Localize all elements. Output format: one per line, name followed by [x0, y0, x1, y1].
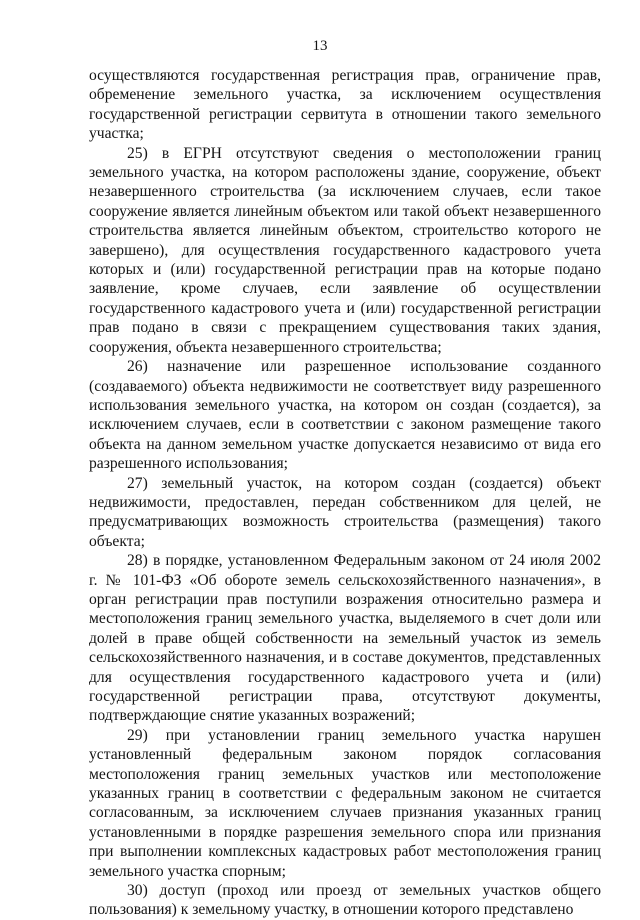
page-number: 13: [312, 38, 328, 54]
paragraph-item-25: 25) в ЕГРН отсутствуют сведения о местоположении границ земельного участка, на котором расположены здание, сооружение, объект незавершенного строительства (за исключением случаев, если такое сооружение является линейным объектом или такой объект незавершенного строительства является линейным объектом, строительство которого не завершено), для осуществления государственного кадастрового учета которых и (или) государственной регистрации прав на которые подано заявление, кроме случаев, если заявление об осуществлении государственного кадастрового учета и (или) государственной регистрации прав подано в связи с прекращением существования таких здания, сооружения, объекта незавершенного строительства;: [89, 144, 601, 356]
paragraph-item-30: 30) доступ (проход или проезд от земельных участков общего пользования) к земельному участку, в отношении которого представлено: [89, 882, 601, 919]
paragraph-continuation: осуществляются государственная регистрация прав, ограничение прав, обременение земельного участка, за исключением осуществления государственной регистрации сервитута в отношении такого земельного участка;: [89, 67, 601, 143]
paragraph-item-26: 26) назначение или разрешенное использование созданного (создаваемого) объекта недвижимости не соответствует виду разрешенного использования земельного участка, на котором он создан (создается), за исключением случаев, если в соответствии с законом размещение такого объекта на данном земельном участке допускается независимо от вида его разрешенного использования;: [89, 358, 601, 473]
paragraph-item-28: 28) в порядке, установленном Федеральным законом от 24 июля 2002 г. № 101-ФЗ «Об обороте земель сельскохозяйственного назначения», в орган регистрации прав поступили возражения относительно размера и местоположения границ земельного участка, выделяемого в счет доли или долей в праве общей собственности на земельный участок из земель сельскохозяйственного назначения, и в составе документов, представленных для осуществления государственного кадастрового учета и (или) государственной регистрации права, отсутствуют документы, подтверждающие снятие указанных возражений;: [89, 552, 601, 725]
paragraph-item-29: 29) при установлении границ земельного участка нарушен установленный федеральным законом порядок согласования местоположения границ земельных участков или местоположение указанных границ в соответствии с федеральным законом не считается согласованным, за исключением случаев признания указанных границ установленными в порядке разрешения земельного спора или признания при выполнении комплексных кадастровых работ местоположения границ земельного участка спорным;: [89, 726, 601, 880]
body-text: [89, 66, 601, 920]
paragraph-item-27: 27) земельный участок, на котором создан (создается) объект недвижимости, предоставлен, передан собственником для целей, не предусматривающих возможность строительства (размещения) такого объекта;: [89, 474, 601, 550]
